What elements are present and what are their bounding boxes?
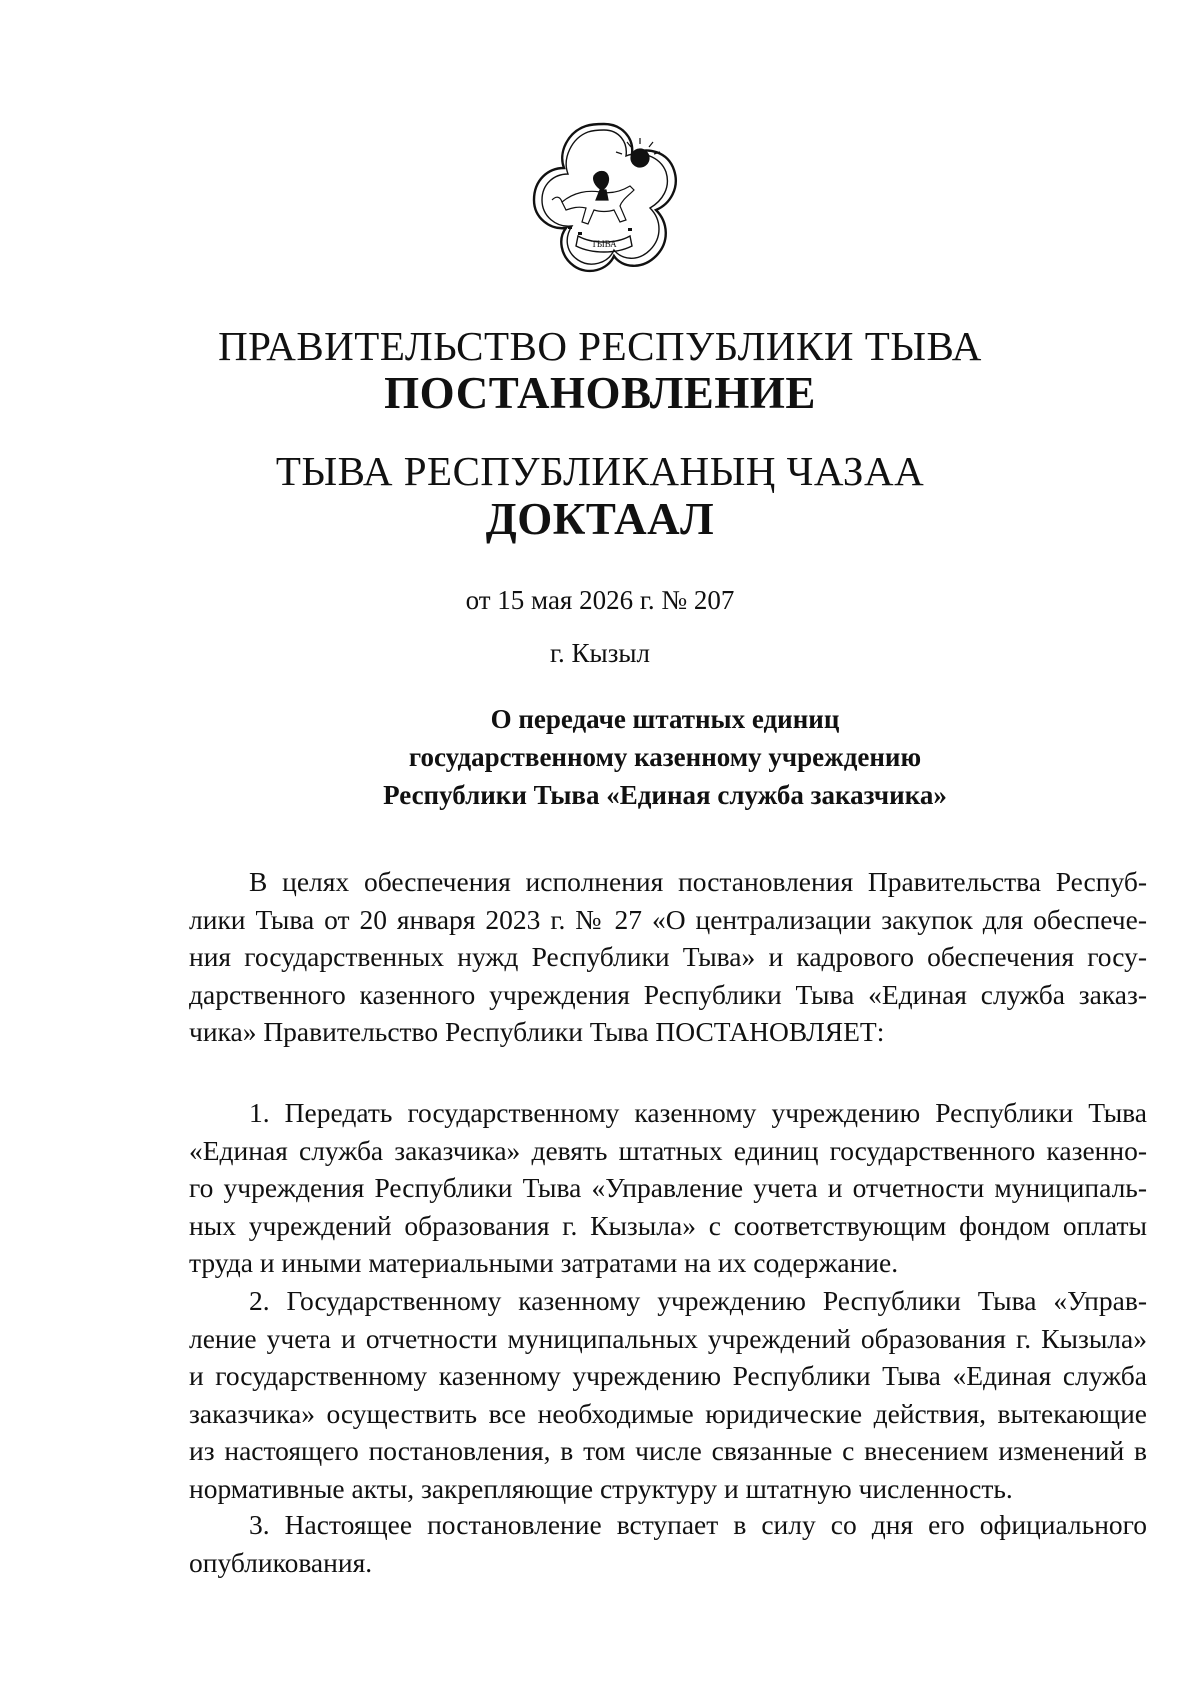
text-line: из настоящего постановления, в том числе связанные с внесением изменений в: [189, 1435, 1147, 1466]
document-type-tyvan: ДОКТААЛ: [485, 494, 715, 544]
document-date-number: от 15 мая 2026 г. № 207: [465, 585, 735, 615]
text-line: нормативные акты, закрепляющие структуру и штатную численность.: [189, 1472, 1013, 1504]
document-type: ПОСТАНОВЛЕНИЕ: [384, 368, 816, 418]
document-city: г. Кызыл: [550, 638, 650, 668]
emblem-ribbon-text: ТЫВА: [591, 239, 617, 249]
text-line: и государственному казенному учреждению Республики Тыва «Единая служба: [189, 1360, 1147, 1391]
text-line: ния государственных нужд Республики Тыва» и кадрового обеспечения госу-: [189, 941, 1147, 972]
text-line: труда и иными материальными затратами на их содержание.: [189, 1247, 899, 1278]
text-line: дарственного казенного учреждения Республики Тыва «Единая служба заказ-: [189, 978, 1147, 1010]
subject-line: О передаче штатных единиц: [490, 704, 840, 734]
text-line: «Единая служба заказчика» девять штатных единиц государственного казенно-: [189, 1134, 1147, 1166]
text-line: го учреждения Республики Тыва «Управление учета и отчетности муниципаль-: [189, 1172, 1147, 1203]
text-line: заказчика» осуществить все необходимые юридические действия, вытекающие: [189, 1397, 1147, 1429]
subject-line: государственному казенному учреждению: [408, 742, 922, 772]
item-2-paragraph: [189, 1282, 1147, 1507]
item-3-paragraph: [189, 1506, 1147, 1581]
text-line: лики Тыва от 20 января 2023 г. № 27 «О централизации закупок для обеспече-: [189, 903, 1147, 935]
text-line: 3. Настоящее постановление вступает в силу со дня его официального: [249, 1509, 1147, 1540]
government-name-tyvan: ТЫВА РЕСПУБЛИКАНЫҢ ЧАЗАА: [275, 448, 925, 494]
tyva-coat-of-arms-emblem: [522, 118, 686, 282]
text-line: В целях обеспечения исполнения постановления Правительства Респуб-: [249, 866, 1147, 897]
document-subject: [300, 700, 1030, 814]
subject-line: Республики Тыва «Единая служба заказчика»: [383, 780, 947, 810]
text-line: чика» Правительство Республики Тыва ПОСТАНОВЛЯЕТ:: [189, 1016, 885, 1047]
text-line: опубликования.: [189, 1546, 373, 1578]
item-1-paragraph: [189, 1094, 1147, 1282]
text-line: 2. Государственному казенному учреждению Республики Тыва «Управ-: [249, 1285, 1147, 1316]
text-line: ных учреждений образования г. Кызыла» с соответствующим фондом оплаты: [189, 1209, 1147, 1241]
text-line: 1. Передать государственному казенному учреждению Республики Тыва: [249, 1097, 1147, 1128]
government-name: ПРАВИТЕЛЬСТВО РЕСПУБЛИКИ ТЫВА: [218, 323, 982, 369]
preamble-paragraph: [189, 863, 1147, 1051]
text-line: ление учета и отчетности муниципальных учреждений образования г. Кызыла»: [189, 1322, 1147, 1354]
